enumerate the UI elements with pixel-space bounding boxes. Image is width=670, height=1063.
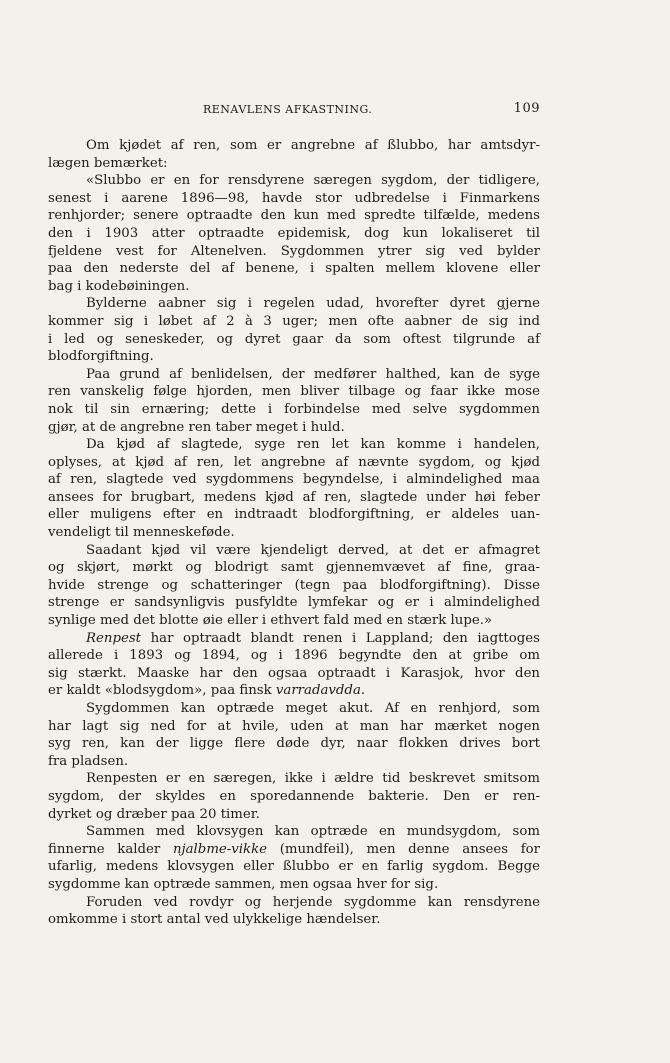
- line-segment: fjeldene vest for Altenelven. Sygdommen ytrer sig ved bylder: [48, 243, 540, 259]
- line-segment: dyrket og dræber paa 20 timer.: [48, 806, 260, 822]
- running-title: RENAVLENS AFKASTNING.: [203, 103, 373, 116]
- line-segment: ufarlig, medens klovsygen eller ßlubbo er en farlig sygdom. Begge: [48, 859, 540, 875]
- text-line: [48, 155, 540, 173]
- text-line: [48, 489, 540, 507]
- text-line: [48, 436, 540, 454]
- text-line: [48, 630, 540, 648]
- text-line: [48, 260, 540, 278]
- text-line: [48, 735, 540, 753]
- text-line: [48, 858, 540, 876]
- line-segment: allerede i 1893 og 1894, og i 1896 begyndte den at gribe om: [48, 648, 540, 664]
- text-line: [48, 190, 540, 208]
- text-line: [48, 542, 540, 560]
- line-segment: Saadant kjød vil være kjendeligt derved, at det er afmagret: [86, 542, 540, 558]
- italic-term: njalbme-vikke: [172, 841, 268, 857]
- line-segment: har optraadt blandt renen i Lappland; den iagttoges: [141, 630, 540, 646]
- text-line: [48, 331, 540, 349]
- line-segment: bag i kodebøiningen.: [48, 278, 190, 294]
- text-line: [48, 419, 540, 437]
- line-segment: synlige med det blotte øie eller i ethvert fald med en stærk lupe.»: [48, 613, 493, 629]
- line-segment: nok til sin ernæring; dette i forbindelse med selve sygdommen: [48, 401, 540, 417]
- line-segment: Om kjødet af ren, som er angrebne af ßlubbo, har amtsdyr-: [86, 138, 540, 153]
- line-segment: af ren, slagtede ved sygdommens begyndelse, i almindelighed maa: [48, 472, 540, 488]
- line-segment: Paa grund af benlidelsen, der medfører halthed, kan de syge: [86, 366, 540, 382]
- body-text: [48, 137, 540, 929]
- line-segment: ren vanskelig følge hjorden, men bliver tilbage og faar ikke mose: [48, 384, 540, 400]
- line-segment: sig stærkt. Maaske har den ogsaa optraadt i Karasjok, hvor den: [48, 665, 540, 681]
- line-segment: renhjorder; senere optraadte den kun med spredte tilfælde, medens: [48, 208, 540, 224]
- text-line: [48, 753, 540, 771]
- text-line: [48, 823, 540, 841]
- line-segment: strenge er sandsynligvis pusfyldte lymfekar og er i almindelighed: [48, 595, 540, 611]
- line-segment: Sammen med klovsygen kan optræde en mundsygdom, som: [86, 824, 540, 840]
- line-segment: lægen bemærket:: [48, 155, 168, 171]
- text-line: [48, 647, 540, 665]
- line-segment: ansees for brugbart, medens kjød af ren, slagtede under høi feber: [48, 489, 540, 505]
- line-segment: Renpesten er en særegen, ikke i ældre tid beskrevet smitsom: [86, 771, 540, 787]
- text-line: [48, 524, 540, 542]
- text-line: [48, 718, 540, 736]
- line-segment: gjør, at de angrebne ren taber meget i huld.: [48, 419, 345, 435]
- text-line: [48, 348, 540, 366]
- line-segment: blodforgiftning.: [48, 349, 154, 365]
- line-segment: Sygdommen kan optræde meget akut. Af en renhjord, som: [86, 701, 540, 716]
- line-segment: paa den nederste del af benene, i spalten mellem klovene eller: [48, 261, 540, 277]
- line-segment: sygdomme kan optræde sammen, men ogsaa hver for sig.: [48, 876, 439, 892]
- line-segment: «Slubbo er en for rensdyrene særegen sygdom, der tidligere,: [86, 173, 540, 189]
- text-line: [48, 876, 540, 894]
- line-segment: er kaldt «blodsygdom», paa finsk: [48, 683, 276, 699]
- text-line: [48, 383, 540, 401]
- text-line: [48, 506, 540, 524]
- line-segment: oplyses, at kjød af ren, let angrebne af nævnte sygdom, og kjød: [48, 454, 540, 470]
- text-line: [48, 577, 540, 595]
- line-segment: fra pladsen.: [48, 753, 129, 769]
- text-line: [48, 225, 540, 243]
- text-line: [48, 682, 540, 700]
- line-segment: vendeligt til menneskeføde.: [48, 525, 235, 541]
- text-line: [48, 366, 540, 384]
- line-segment: har lagt sig ned for at hvile, uden at man har mærket nogen: [48, 718, 540, 734]
- line-segment: hvide strenge og schatteringer (tegn paa blodforgiftning). Disse: [48, 577, 540, 593]
- line-segment: Bylderne aabner sig i regelen udad, hvorefter dyret gjerne: [86, 296, 540, 312]
- text-line: [48, 278, 540, 296]
- text-line: [48, 806, 540, 824]
- italic-term: varradavdda.: [275, 683, 366, 699]
- line-segment: senest i aarene 1896—98, havde stor udbredelse i Finmarkens: [48, 190, 540, 206]
- line-segment: omkomme i stort antal ved ulykkelige hændelser.: [48, 912, 381, 928]
- line-segment: kommer sig i løbet af 2 à 3 uger; men ofte aabner de sig ind: [48, 313, 540, 329]
- text-line: [48, 559, 540, 577]
- line-segment: syg ren, kan der ligge flere døde dyr, naar flokken drives bort: [48, 736, 540, 752]
- text-line: [48, 788, 540, 806]
- text-line: [48, 243, 540, 261]
- text-line: [48, 172, 540, 190]
- text-line: [48, 454, 540, 472]
- text-line: [48, 471, 540, 489]
- line-segment: Foruden ved rovdyr og herjende sygdomme kan rensdyrene: [86, 894, 540, 910]
- line-segment: i led og seneskeder, og dyret gaar da som oftest tilgrunde af: [48, 331, 540, 347]
- text-line: [48, 612, 540, 630]
- italic-term: Renpest: [86, 630, 141, 646]
- page-number: 109: [513, 101, 540, 116]
- text-line: [48, 841, 540, 859]
- line-segment: den i 1903 atter optraadte epidemisk, dog kun lokaliseret til: [48, 225, 540, 241]
- line-segment: (mundfeil), men denne ansees for: [267, 841, 541, 857]
- text-line: [48, 770, 540, 788]
- text-line: [48, 894, 540, 912]
- line-segment: Da kjød af slagtede, syge ren let kan komme i handelen,: [86, 437, 540, 453]
- text-line: [48, 594, 540, 612]
- text-line: [48, 313, 540, 331]
- text-line: [48, 665, 540, 683]
- text-line: [48, 295, 540, 313]
- text-line: [48, 700, 540, 718]
- line-segment: og skjørt, mørkt og blodrigt samt gjennemvævet af fine, graa-: [48, 560, 540, 576]
- line-segment: finnerne kalder: [48, 841, 173, 857]
- text-line: [48, 911, 540, 929]
- text-line: [48, 137, 540, 155]
- line-segment: sygdom, der skyldes en sporedannende bakterie. Den er ren-: [48, 788, 540, 804]
- line-segment: eller muligens efter en indtraadt blodforgiftning, er aldeles uan-: [48, 507, 540, 523]
- text-line: [48, 401, 540, 419]
- text-line: [48, 207, 540, 225]
